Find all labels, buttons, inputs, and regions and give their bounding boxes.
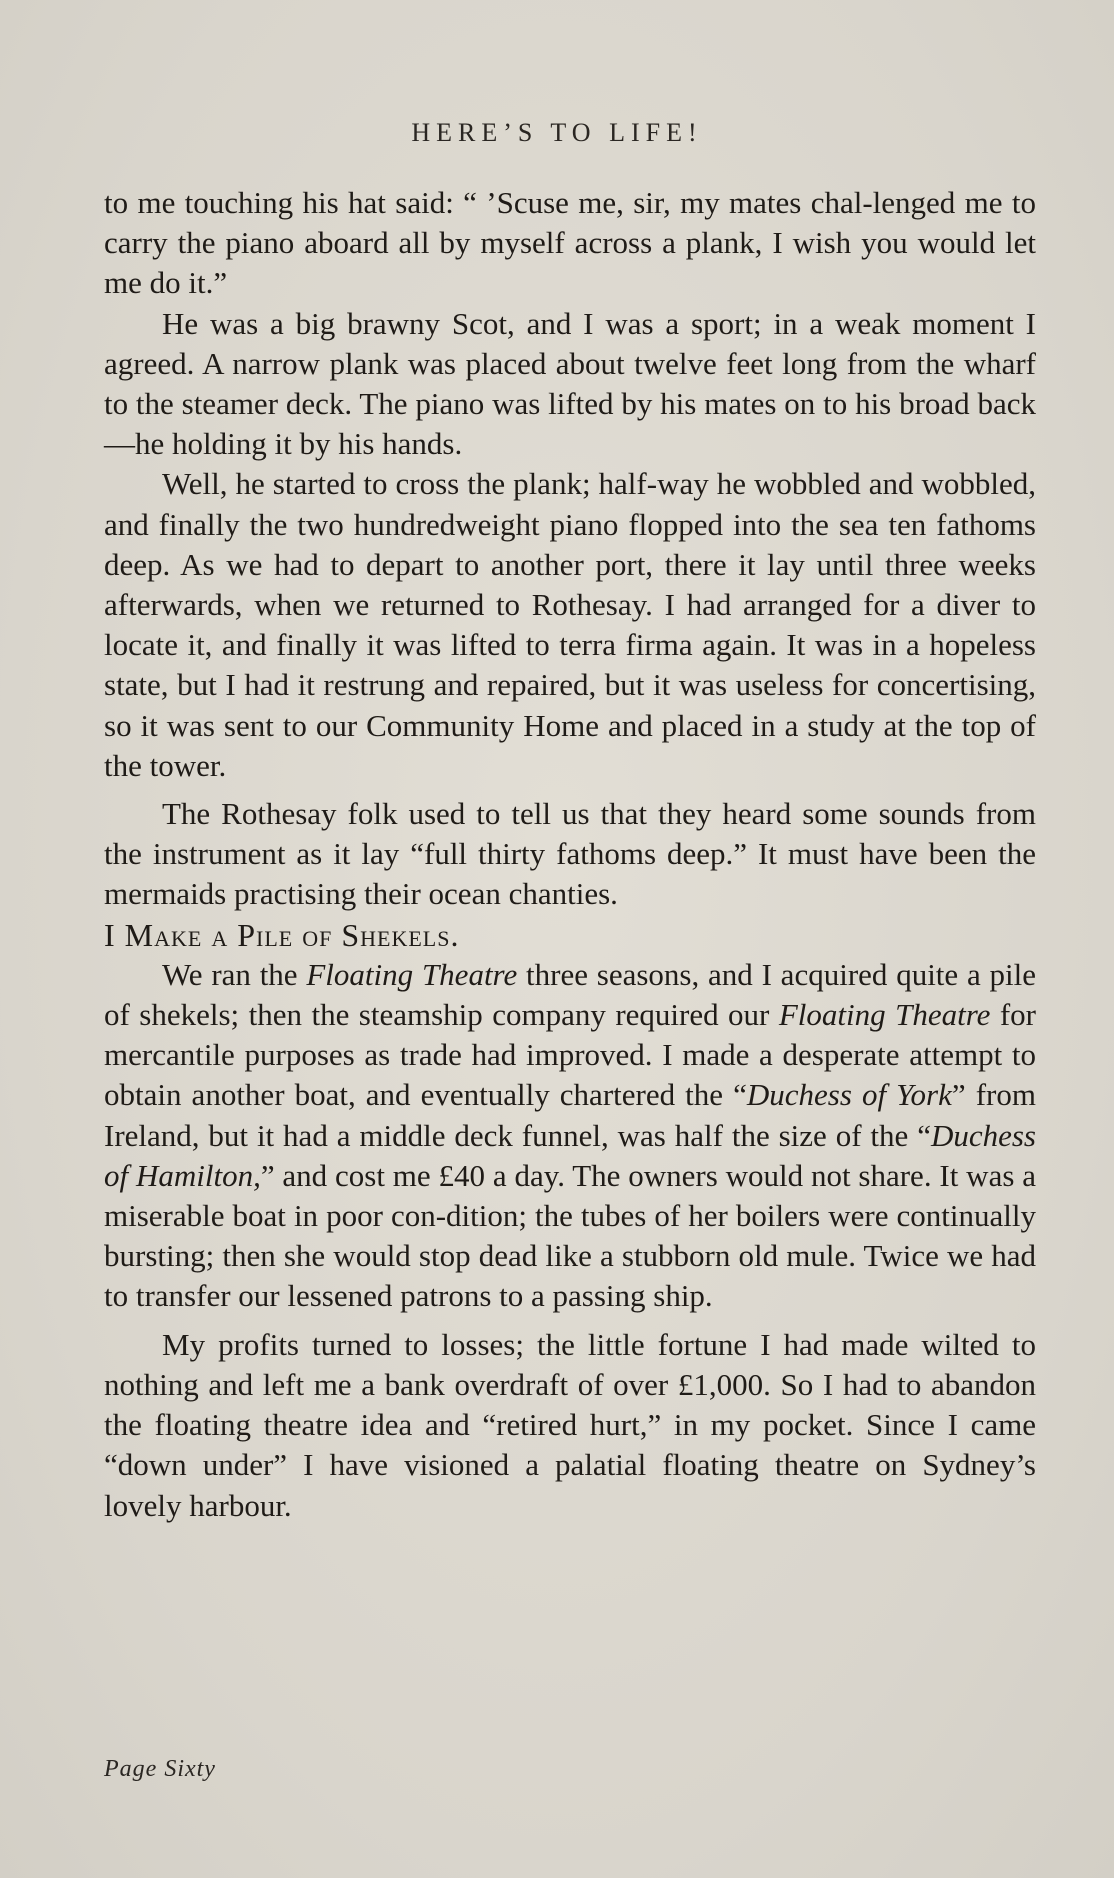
paragraph-plank: Well, he started to cross the plank; half-way he wobbled and wobbled, and finally the two hundredweight piano flopped into the sea ten fathoms deep. As we had to depart to another port, there it lay until three weeks afterwards, when we returned to Rothesay. I had arranged for a diver to locate it, and finally it was lifted to terra firma again. It was in a hopeless state, but I had it restrung and repaired, but it was useless for concertising, so it was sent to our Community Home and placed in a study at the top of the tower. <box>104 466 1036 783</box>
paragraph-rothesay: The Rothesay folk used to tell us that they heard some sounds from the instrument as it lay “full thirty fathoms deep.” It must have been the mermaids practising their ocean chanties. <box>104 796 1036 912</box>
text-run: for mercantile purposes as trade had improved. I made a desperate attempt to obtain another boat, and eventually chartered the “ <box>104 997 1036 1113</box>
paragraph-floating-theatre <box>104 955 1036 1317</box>
italic-title: Duchess of Hamilton, <box>104 1117 1036 1193</box>
text-run: three seasons, and I acquired quite a pile of shekels; then the steamship company required our <box>104 956 1036 1033</box>
running-head: HERE’S TO LIFE! <box>411 118 703 147</box>
text-run: We ran the <box>162 956 307 992</box>
body-text <box>104 183 1036 1526</box>
section-heading: I Make a Pile of Shekels. <box>104 916 460 953</box>
italic-title: Floating Theatre <box>306 956 518 992</box>
text-run: ” and cost me £40 a day. The owners would not share. It was a miserable boat in poor con-dition; the tubes of her boilers were continually bursting; then she would stop dead like a stubborn old mule. Twice we had to transfer our lessened patrons to a passing ship. <box>104 1157 1036 1314</box>
italic-title: Duchess of York <box>746 1077 952 1113</box>
text-run: ” from Ireland, but it had a middle deck funnel, was half the size of the “ <box>104 1077 1036 1153</box>
page-number: Page Sixty <box>104 1756 216 1782</box>
paragraph-continuation: to me touching his hat said: “ ’Scuse me, sir, my mates chal-lenged me to carry the piano aboard all by myself across a plank, I wish you would let me do it.” <box>104 185 1036 301</box>
italic-title: Floating Theatre <box>778 997 991 1033</box>
paragraph-scot: He was a big brawny Scot, and I was a sport; in a weak moment I agreed. A narrow plank was placed about twelve feet long from the wharf to the steamer deck. The piano was lifted by his mates on to his broad back—he holding it by his hands. <box>104 305 1036 462</box>
paragraph-profits: My profits turned to losses; the little fortune I had made wilted to nothing and left me a bank overdraft of over £1,000. So I had to abandon the floating theatre idea and “retired hurt,” in my pocket. Since I came “down under” I have visioned a palatial floating theatre on Sydney’s lovely harbour. <box>104 1326 1036 1523</box>
